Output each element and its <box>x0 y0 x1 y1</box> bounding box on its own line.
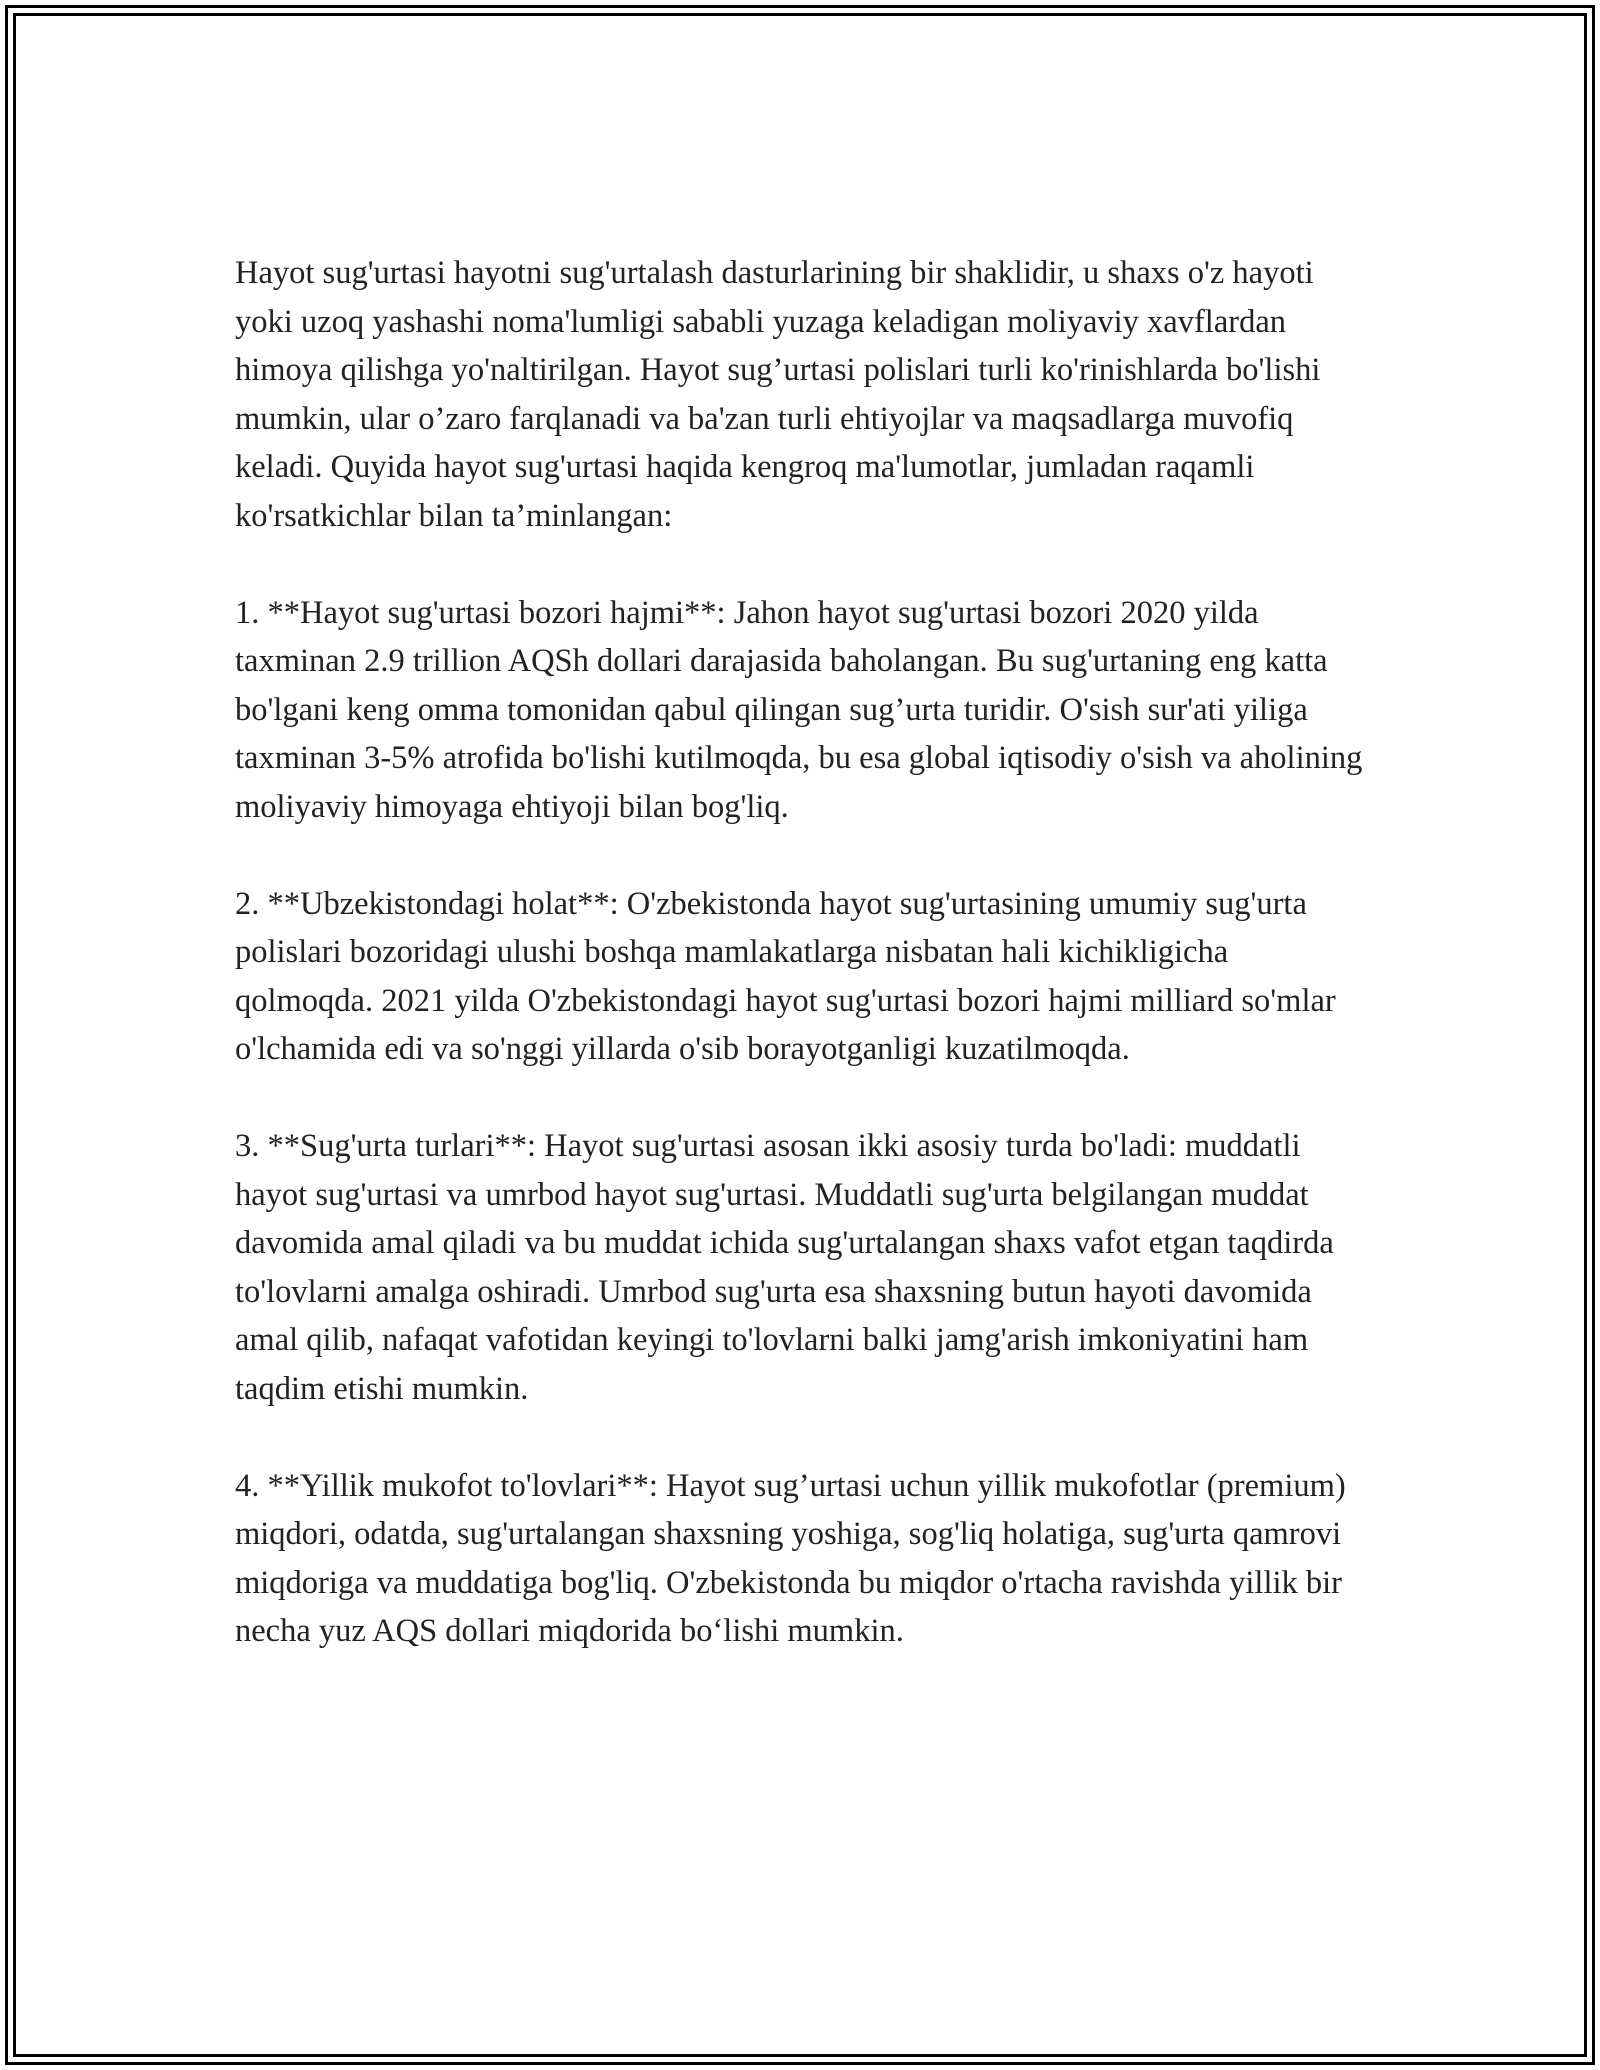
item-insurance-types: 3. **Sug'urta turlari**: Hayot sug'urtasi asosan ikki asosiy turda bo'ladi: muddatli hayot sug'urtasi va umrbod hayot sug'urtasi. Muddatli sug'urta belgilangan muddat davomida amal qiladi va bu muddat ichida sug'urtalangan shaxs vafot etgan taqdirda to'lovlarni amalga oshiradi. Umrbod sug'urta esa shaxsning butun hayoti davomida amal qilib, nafaqat vafotidan keyingi to'lovlarni balki jamg'arish imkoniyatini ham taqdim etishi mumkin. <box>235 1128 1334 1407</box>
item-market-size: 1. **Hayot sug'urtasi bozori hajmi**: Jahon hayot sug'urtasi bozori 2020 yilda taxminan 2.9 trillion AQSh dollari darajasida baholangan. Bu sug'urtaning eng katta bo'lgani keng omma tomonidan qabul qilingan sug’urta turidir. O'sish sur'ati yiliga taxminan 3-5% atrofida bo'lishi kutilmoqda, bu esa global iqtisodiy o'sish va aholining moliyaviy himoyaga ehtiyoji bilan bog'liq. <box>235 594 1363 825</box>
item-uzbekistan-status: 2. **Ubzekistondagi holat**: O'zbekistonda hayot sug'urtasining umumiy sug'urta polislari bozoridagi ulushi boshqa mamlakatlarga nisbatan hali kichikligicha qolmoqda. 2021 yilda O'zbekistondagi hayot sug'urtasi bozori hajmi milliard so'mlar o'lchamida edi va so'nggi yillarda o'sib borayotganligi kuzatilmoqda. <box>235 885 1336 1067</box>
intro-paragraph: Hayot sug'urtasi hayotni sug'urtalash dasturlarining bir shaklidir, u shaxs o'z hayoti yoki uzoq yashashi noma'lumligi sababli yuzaga keladigan moliyaviy xavflardan himoya qilishga yo'naltirilgan. Hayot sug’urtasi polislari turli ko'rinishlarda bo'lishi mumkin, ular o’zaro farqlanadi va ba'zan turli ehtiyojlar va maqsadlarga muvofiq keladi. Quyida hayot sug'urtasi haqida kengroq ma'lumotlar, jumladan raqamli ko'rsatkichlar bilan ta’minlangan: <box>235 255 1321 534</box>
item-annual-premiums: 4. **Yillik mukofot to'lovlari**: Hayot sug’urtasi uchun yillik mukofotlar (premium) miqdori, odatda, sug'urtalangan shaxsning yoshiga, sog'liq holatiga, sug'urta qamrovi miqdoriga va muddatiga bog'liq. O'zbekistonda bu miqdor o'rtacha ravishda yillik bir necha yuz AQS dollari miqdorida bo‘lishi mumkin. <box>235 1467 1346 1649</box>
document-body <box>235 249 1370 1704</box>
